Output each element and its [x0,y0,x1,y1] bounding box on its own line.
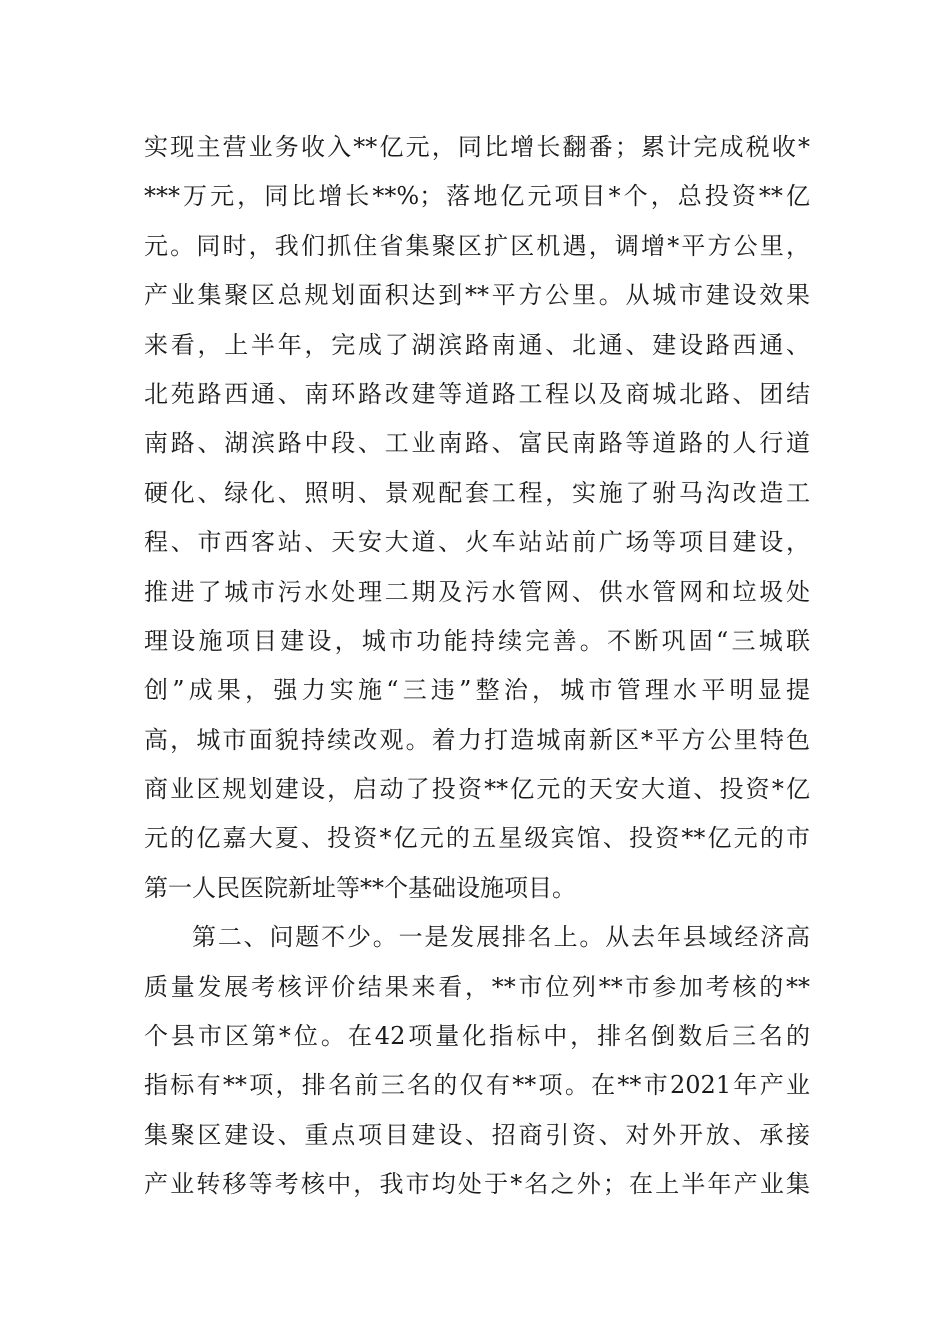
text-line: 指标有**项，排名前三名的仅有**项。在**市2021年产业 [144,1071,810,1100]
text-line: 质量发展考核评价结果来看，**市位列**市参加考核的** [144,972,810,1001]
text-line: 创”成果，强力实施“三违”整治，城市管理水平明显提 [144,676,810,705]
text-line: 理设施项目建设，城市功能持续完善。不断巩固“三城联 [144,626,810,655]
text-line: 高，城市面貌持续改观。着力打造城南新区*平方公里特色 [144,725,810,754]
text-line: 产业集聚区总规划面积达到**平方公里。从城市建设效果 [144,281,810,310]
text-line: 产业转移等考核中，我市均处于*名之外；在上半年产业集 [144,1170,810,1199]
text-line: 集聚区建设、重点项目建设、招商引资、对外开放、承接 [144,1120,810,1149]
text-line: 第一人民医院新址等**个基础设施项目。 [144,873,576,902]
paragraph-1 [144,123,810,913]
text-line: 个县市区第*位。在42项量化指标中，排名倒数后三名的 [144,1022,810,1051]
text-line: 硬化、绿化、照明、景观配套工程，实施了驸马沟改造工 [144,478,810,507]
text-line: 北苑路西通、南环路改建等道路工程以及商城北路、团结 [144,379,810,408]
text-line: 第二、问题不少。一是发展排名上。从去年县域经济高 [192,923,810,952]
text-line: 推进了城市污水处理二期及污水管网、供水管网和垃圾处 [144,577,810,606]
text-line: 元的亿嘉大夏、投资*亿元的五星级宾馆、投资**亿元的市 [144,824,810,853]
document-body [144,123,810,1210]
text-line: 程、市西客站、天安大道、火车站站前广场等项目建设， [144,528,810,557]
text-line: ***万元，同比增长**%；落地亿元项目*个，总投资**亿 [144,182,810,211]
text-line: 实现主营业务收入**亿元，同比增长翻番；累计完成税收* [144,133,810,161]
text-line: 商业区规划建设，启动了投资**亿元的天安大道、投资*亿 [144,775,810,804]
text-line: 南路、湖滨路中段、工业南路、富民南路等道路的人行道 [144,429,810,458]
paragraph-2 [144,913,810,1209]
text-line: 来看，上半年，完成了湖滨路南通、北通、建设路西通、 [144,330,810,359]
text-line: 元。同时，我们抓住省集聚区扩区机遇，调增*平方公里， [144,231,810,260]
